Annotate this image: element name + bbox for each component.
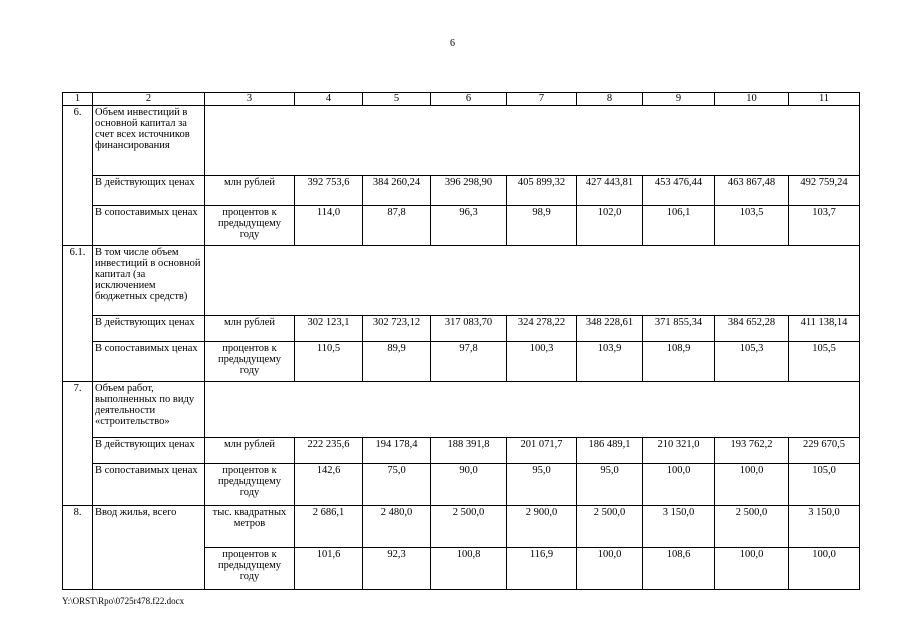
table-cell: 100,0 bbox=[715, 548, 789, 590]
table-cell: 105,3 bbox=[715, 342, 789, 382]
section-number: 6.1. bbox=[63, 246, 93, 382]
table-cell: 97,8 bbox=[431, 342, 507, 382]
row-label: В сопоставимых ценах bbox=[93, 464, 205, 506]
column-number: 3 bbox=[205, 93, 295, 106]
table-cell: 201 071,7 bbox=[507, 438, 577, 464]
page-number: 6 bbox=[450, 38, 455, 49]
table-row bbox=[63, 342, 860, 382]
table-cell: 110,5 bbox=[295, 342, 363, 382]
table-cell: 100,0 bbox=[643, 464, 715, 506]
table-cell: 2 500,0 bbox=[431, 506, 507, 548]
table-cell: 384 652,28 bbox=[715, 316, 789, 342]
table-cell: 98,9 bbox=[507, 206, 577, 246]
table-cell: 302 123,1 bbox=[295, 316, 363, 342]
table-cell: 103,7 bbox=[789, 206, 860, 246]
table-cell: 100,0 bbox=[715, 464, 789, 506]
section-title-row bbox=[63, 382, 860, 438]
table-cell: 92,3 bbox=[363, 548, 431, 590]
table-cell: 90,0 bbox=[431, 464, 507, 506]
table-body bbox=[63, 93, 860, 590]
table-cell: 405 899,32 bbox=[507, 176, 577, 206]
table-cell: 100,8 bbox=[431, 548, 507, 590]
section-title-row bbox=[63, 246, 860, 316]
table-row bbox=[63, 316, 860, 342]
table-row bbox=[63, 464, 860, 506]
table-cell: 3 150,0 bbox=[789, 506, 860, 548]
table-cell: 348 228,61 bbox=[577, 316, 643, 342]
table-cell: 116,9 bbox=[507, 548, 577, 590]
table-cell: 142,6 bbox=[295, 464, 363, 506]
table-cell: 89,9 bbox=[363, 342, 431, 382]
row-unit: процентов к предыдущему году bbox=[205, 464, 295, 506]
table-cell: 427 443,81 bbox=[577, 176, 643, 206]
row-unit: млн рублей bbox=[205, 176, 295, 206]
table-cell: 194 178,4 bbox=[363, 438, 431, 464]
section-title: Объем работ, выполненных по виду деятельности «строительство» bbox=[93, 382, 205, 438]
row-unit: процентов к предыдущему году bbox=[205, 342, 295, 382]
section-title-blank bbox=[205, 382, 860, 438]
table-row bbox=[63, 506, 860, 548]
column-number: 7 bbox=[507, 93, 577, 106]
table-cell: 108,9 bbox=[643, 342, 715, 382]
column-number: 6 bbox=[431, 93, 507, 106]
table-cell: 95,0 bbox=[577, 464, 643, 506]
data-table bbox=[62, 92, 860, 590]
table-cell: 100,0 bbox=[577, 548, 643, 590]
table-cell: 229 670,5 bbox=[789, 438, 860, 464]
row-unit: млн рублей bbox=[205, 438, 295, 464]
section-title-row bbox=[63, 106, 860, 176]
table-cell: 302 723,12 bbox=[363, 316, 431, 342]
column-number: 8 bbox=[577, 93, 643, 106]
table-row bbox=[63, 206, 860, 246]
table-cell: 103,9 bbox=[577, 342, 643, 382]
table-cell: 106,1 bbox=[643, 206, 715, 246]
table-cell: 317 083,70 bbox=[431, 316, 507, 342]
footer-file-path: Y:\ORST\Rpo\0725r478.f22.docx bbox=[62, 596, 185, 606]
table-cell: 371 855,34 bbox=[643, 316, 715, 342]
row-unit: процентов к предыдущему году bbox=[205, 548, 295, 590]
column-numbers-row bbox=[63, 93, 860, 106]
table-cell: 492 759,24 bbox=[789, 176, 860, 206]
table-cell: 193 762,2 bbox=[715, 438, 789, 464]
row-label: В действующих ценах bbox=[93, 438, 205, 464]
table-cell: 222 235,6 bbox=[295, 438, 363, 464]
section-title-blank bbox=[205, 246, 860, 316]
row-unit: млн рублей bbox=[205, 316, 295, 342]
table-row bbox=[63, 176, 860, 206]
section-number: 6. bbox=[63, 106, 93, 246]
row-label: В сопоставимых ценах bbox=[93, 206, 205, 246]
row-unit: тыс. квадратных метров bbox=[205, 506, 295, 548]
row-unit: процентов к предыдущему году bbox=[205, 206, 295, 246]
column-number: 9 bbox=[643, 93, 715, 106]
column-number: 2 bbox=[93, 93, 205, 106]
table-cell: 102,0 bbox=[577, 206, 643, 246]
table-cell: 2 900,0 bbox=[507, 506, 577, 548]
section-number: 7. bbox=[63, 382, 93, 506]
table-cell: 100,0 bbox=[789, 548, 860, 590]
section-number: 8. bbox=[63, 506, 93, 590]
table-cell: 188 391,8 bbox=[431, 438, 507, 464]
section-title: Объем инвестиций в основной капитал за счет всех источников финансирования bbox=[93, 106, 205, 176]
column-number: 4 bbox=[295, 93, 363, 106]
table-cell: 2 480,0 bbox=[363, 506, 431, 548]
table-cell: 100,3 bbox=[507, 342, 577, 382]
table-cell: 96,3 bbox=[431, 206, 507, 246]
table-cell: 453 476,44 bbox=[643, 176, 715, 206]
table-cell: 114,0 bbox=[295, 206, 363, 246]
table-cell: 186 489,1 bbox=[577, 438, 643, 464]
table-cell: 75,0 bbox=[363, 464, 431, 506]
section-title-blank bbox=[205, 106, 860, 176]
table-cell: 463 867,48 bbox=[715, 176, 789, 206]
table-cell: 411 138,14 bbox=[789, 316, 860, 342]
table-cell: 396 298,90 bbox=[431, 176, 507, 206]
column-number: 11 bbox=[789, 93, 860, 106]
table-cell: 87,8 bbox=[363, 206, 431, 246]
table-cell: 384 260,24 bbox=[363, 176, 431, 206]
row-label: В сопоставимых ценах bbox=[93, 342, 205, 382]
column-number: 5 bbox=[363, 93, 431, 106]
section-title: В том числе объем инвестиций в основной капитал (за исключением бюджетных средств) bbox=[93, 246, 205, 316]
table-cell: 324 278,22 bbox=[507, 316, 577, 342]
column-number: 1 bbox=[63, 93, 93, 106]
table-cell: 105,5 bbox=[789, 342, 860, 382]
column-number: 10 bbox=[715, 93, 789, 106]
table-cell: 105,0 bbox=[789, 464, 860, 506]
table-cell: 210 321,0 bbox=[643, 438, 715, 464]
table-cell: 2 686,1 bbox=[295, 506, 363, 548]
table-cell: 101,6 bbox=[295, 548, 363, 590]
row-label: В действующих ценах bbox=[93, 176, 205, 206]
row-label: В действующих ценах bbox=[93, 316, 205, 342]
table-cell: 2 500,0 bbox=[715, 506, 789, 548]
table-cell: 95,0 bbox=[507, 464, 577, 506]
section-title: Ввод жилья, всего bbox=[93, 506, 205, 590]
table-cell: 3 150,0 bbox=[643, 506, 715, 548]
table-cell: 108,6 bbox=[643, 548, 715, 590]
table-cell: 2 500,0 bbox=[577, 506, 643, 548]
table-row bbox=[63, 438, 860, 464]
table-cell: 103,5 bbox=[715, 206, 789, 246]
table-cell: 392 753,6 bbox=[295, 176, 363, 206]
